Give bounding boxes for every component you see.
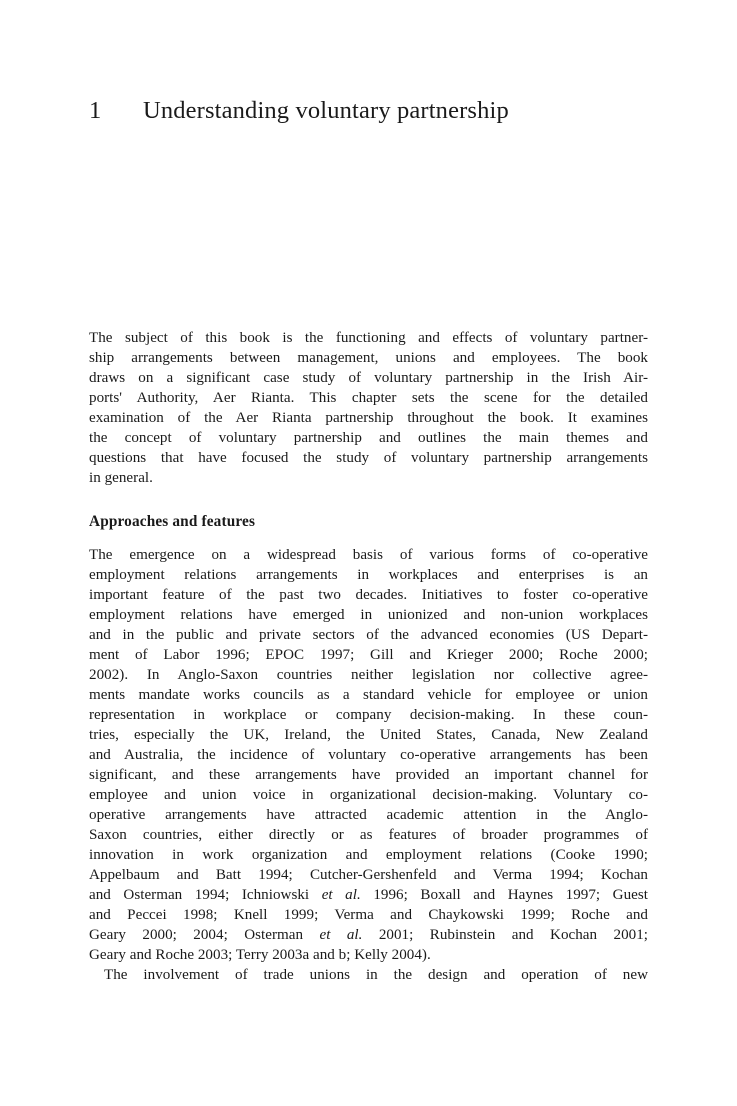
chapter-title: Understanding voluntary partnership <box>143 97 509 124</box>
text-line: innovation in work organization and employment relations (Cooke 1990; <box>89 847 648 863</box>
text-line: significant, and these arrangements have provided an important channel for <box>89 767 648 783</box>
text-line: The emergence on a widespread basis of various forms of co-operative <box>89 547 648 563</box>
text-line: ment of Labor 1996; EPOC 1997; Gill and Krieger 2000; Roche 2000; <box>89 647 648 663</box>
italic-et-al: et al. <box>319 927 363 943</box>
text-line: Saxon countries, either directly or as features of broader programmes of <box>89 827 648 843</box>
text-line: in general. <box>89 470 153 486</box>
body-paragraph <box>89 545 648 985</box>
text-line: 2002). In Anglo-Saxon countries neither legislation nor collective agree- <box>89 667 648 683</box>
text-line: and Australia, the incidence of voluntary co-operative arrangements has been <box>89 747 648 763</box>
text-line: Appelbaum and Batt 1994; Cutcher-Gershenfeld and Verma 1994; Kochan <box>89 867 648 883</box>
text-line: and Peccei 1998; Knell 1999; Verma and Chaykowski 1999; Roche and <box>89 907 648 923</box>
chapter-heading <box>89 94 649 127</box>
text-line: The subject of this book is the functioning and effects of voluntary partner- <box>89 330 648 346</box>
chapter-number: 1 <box>89 97 102 124</box>
text-line: ments mandate works councils as a standard vehicle for employee or union <box>89 687 648 703</box>
italic-et-al: et al. <box>321 887 361 903</box>
intro-paragraph <box>89 328 648 488</box>
text-line: employment relations arrangements in workplaces and enterprises is an <box>89 567 648 583</box>
text-line: employment relations have emerged in unionized and non-union workplaces <box>89 607 648 623</box>
text-line: Geary 2000; 2004; Osterman et al. 2001; Rubinstein and Kochan 2001; <box>89 927 648 943</box>
text-line: and in the public and private sectors of the advanced economies (US Depart- <box>89 627 648 643</box>
text-line: representation in workplace or company decision-making. In these coun- <box>89 707 648 723</box>
text-line: questions that have focused the study of voluntary partnership arrangements <box>89 450 648 466</box>
text-line: ports' Authority, Aer Rianta. This chapter sets the scene for the detailed <box>89 390 648 406</box>
text-line: the concept of voluntary partnership and outlines the main themes and <box>89 430 648 446</box>
text-line: tries, especially the UK, Ireland, the United States, Canada, New Zealand <box>89 727 648 743</box>
text-line: operative arrangements have attracted academic attention in the Anglo- <box>89 807 648 823</box>
text-line: Geary and Roche 2003; Terry 2003a and b; Kelly 2004). <box>89 947 431 963</box>
text-line: draws on a significant case study of voluntary partnership in the Irish Air- <box>89 370 648 386</box>
text-line: employee and union voice in organizational decision-making. Voluntary co- <box>89 787 648 803</box>
text-line: examination of the Aer Rianta partnership throughout the book. It examines <box>89 410 648 426</box>
text-line: The involvement of trade unions in the design and operation of new <box>104 967 648 983</box>
text-line: and Osterman 1994; Ichniowski et al. 1996; Boxall and Haynes 1997; Guest <box>89 887 648 903</box>
text-line: ship arrangements between management, unions and employees. The book <box>89 350 648 366</box>
text-line: important feature of the past two decades. Initiatives to foster co-operative <box>89 587 648 603</box>
section-heading-approaches-and-features: Approaches and features <box>89 513 256 530</box>
